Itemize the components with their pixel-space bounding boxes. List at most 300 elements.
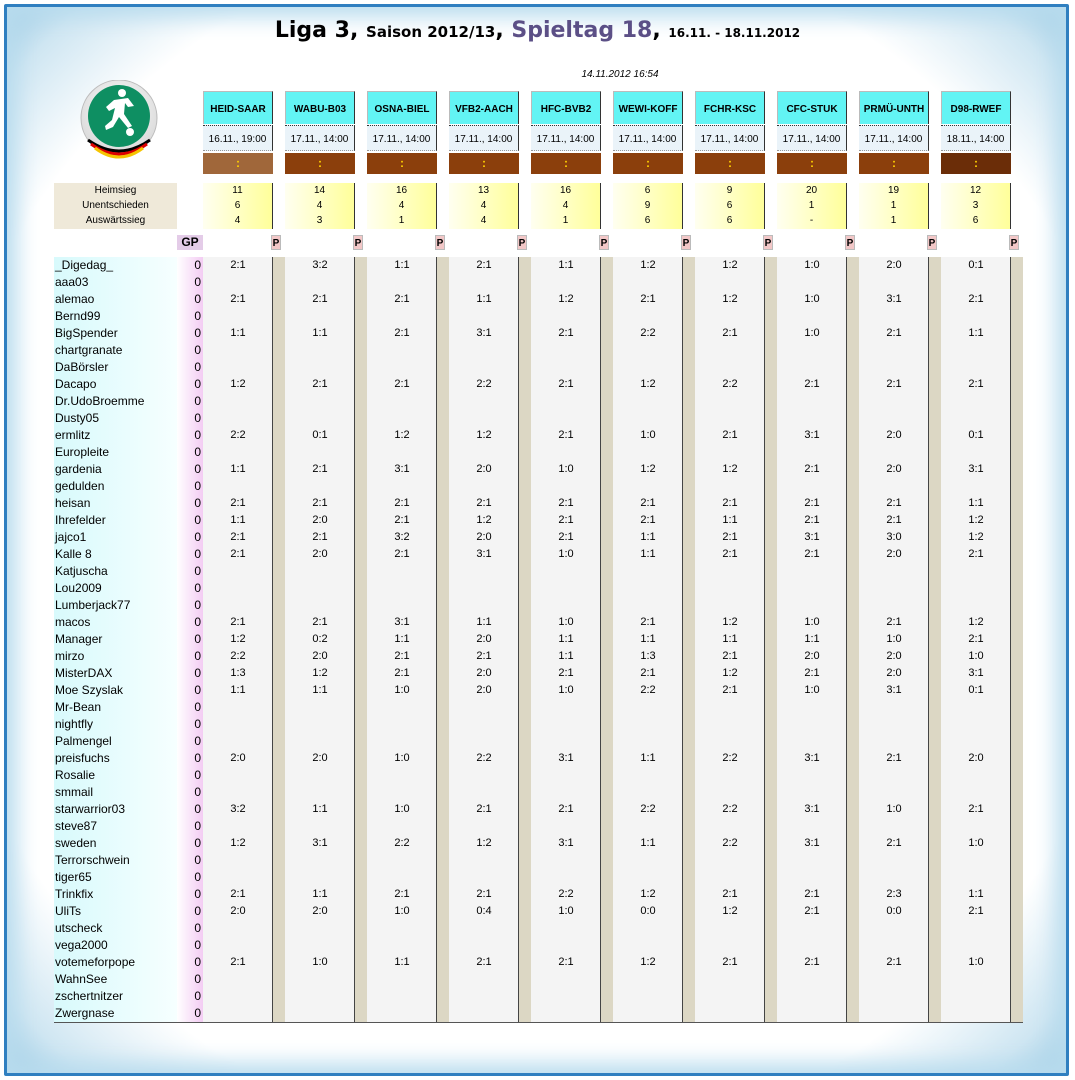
table-row xyxy=(54,767,1023,784)
tip-cell: 2:1 xyxy=(312,378,328,390)
player-name[interactable]: mirzo xyxy=(55,649,85,663)
player-name[interactable]: Dacapo xyxy=(55,377,97,391)
player-name[interactable]: smmail xyxy=(55,785,93,799)
tip-cell: 2:1 xyxy=(722,327,738,339)
tip-cell: 2:1 xyxy=(230,616,246,628)
home-win-count: 19 xyxy=(887,185,900,196)
table-row xyxy=(54,1005,1023,1022)
player-points: 0 xyxy=(194,768,201,782)
player-name[interactable]: Trinkfix xyxy=(55,887,94,901)
points-button[interactable]: P xyxy=(927,235,937,250)
table-row xyxy=(54,733,1023,750)
tip-cell: 1:2 xyxy=(722,293,738,305)
player-name[interactable]: Lumberjack77 xyxy=(55,598,131,612)
table-row xyxy=(54,376,1023,393)
home-win-count: 9 xyxy=(726,185,733,196)
player-points: 0 xyxy=(194,292,201,306)
draw-count: 4 xyxy=(398,200,405,211)
tip-cell: 3:1 xyxy=(804,531,820,543)
tip-cell: 3:1 xyxy=(312,837,328,849)
tip-cell: 2:1 xyxy=(558,514,574,526)
tip-cell: 1:0 xyxy=(558,905,574,917)
player-name[interactable]: Rosalie xyxy=(55,768,96,782)
away-win-count: 3 xyxy=(316,215,323,226)
tip-cell: 2:1 xyxy=(886,378,902,390)
player-name[interactable]: macos xyxy=(55,615,91,629)
tip-cell: 1:1 xyxy=(312,327,328,339)
tip-cell: 2:1 xyxy=(230,956,246,968)
tip-cell: 2:1 xyxy=(230,259,246,271)
player-name[interactable]: _Digedag_ xyxy=(55,258,114,272)
tip-cell: 1:0 xyxy=(558,548,574,560)
tip-cell: 2:1 xyxy=(312,497,328,509)
tip-cell: 2:2 xyxy=(230,650,246,662)
tip-cell: 1:2 xyxy=(394,429,410,441)
match-team-header[interactable]: PRMÜ-UNTH xyxy=(859,91,929,124)
tip-cell: 2:1 xyxy=(476,497,492,509)
table-row xyxy=(54,308,1023,325)
tip-cell: 2:1 xyxy=(394,378,410,390)
player-name[interactable]: heisan xyxy=(55,496,91,510)
tip-cell: 2:1 xyxy=(722,497,738,509)
tip-cell: 1:2 xyxy=(968,514,984,526)
tip-cell: 2:1 xyxy=(722,684,738,696)
tip-cell: 2:1 xyxy=(640,616,656,628)
tip-cell: 2:0 xyxy=(886,429,902,441)
tip-cell: 2:1 xyxy=(558,803,574,815)
match-team-header[interactable]: D98-RWEF xyxy=(941,91,1011,124)
player-name[interactable]: BigSpender xyxy=(55,326,118,340)
player-name[interactable]: nightfly xyxy=(55,717,94,731)
home-win-count: 6 xyxy=(644,185,651,196)
tip-cell: 3:1 xyxy=(886,684,902,696)
match-team-header[interactable]: HEID-SAAR xyxy=(203,91,273,124)
table-row xyxy=(54,903,1023,920)
player-name[interactable]: sweden xyxy=(55,836,97,850)
points-button[interactable]: P xyxy=(517,235,527,250)
player-name[interactable]: Europleite xyxy=(55,445,110,459)
match-result: : xyxy=(859,153,929,174)
player-points: 0 xyxy=(194,530,201,544)
match-date: 17.11., 14:00 xyxy=(285,125,355,151)
tip-cell: 2:1 xyxy=(394,650,410,662)
tip-cell: 1:1 xyxy=(394,956,410,968)
tip-cell: 2:1 xyxy=(968,548,984,560)
table-row xyxy=(54,597,1023,614)
tip-cell: 2:0 xyxy=(312,650,328,662)
table-row xyxy=(54,988,1023,1005)
player-name[interactable]: Dr.UdoBroemme xyxy=(55,394,145,408)
tip-cell: 1:1 xyxy=(476,616,492,628)
tip-cell: 1:2 xyxy=(722,905,738,917)
away-win-count: - xyxy=(809,215,814,226)
tip-cell: 1:0 xyxy=(804,293,820,305)
table-row xyxy=(54,631,1023,648)
table-row xyxy=(54,325,1023,342)
tip-cell: 1:2 xyxy=(476,429,492,441)
player-name[interactable]: Dusty05 xyxy=(55,411,100,425)
player-points: 0 xyxy=(194,343,201,357)
table-row xyxy=(54,529,1023,546)
home-win-count: 12 xyxy=(969,185,982,196)
player-name[interactable]: Bernd99 xyxy=(55,309,101,323)
tip-cell: 1:1 xyxy=(640,837,656,849)
tip-cell: 3:1 xyxy=(394,463,410,475)
player-name[interactable]: alemao xyxy=(55,292,95,306)
away-win-count: 1 xyxy=(562,215,569,226)
table-row xyxy=(54,869,1023,886)
player-name[interactable]: UliTs xyxy=(55,904,81,918)
tip-cell: 1:1 xyxy=(230,327,246,339)
league-logo-icon xyxy=(78,80,160,162)
player-points: 0 xyxy=(194,258,201,272)
draw-count: 6 xyxy=(726,200,733,211)
tip-cell: 1:2 xyxy=(230,633,246,645)
tip-cell: 2:0 xyxy=(968,752,984,764)
tip-cell: 1:1 xyxy=(394,633,410,645)
tip-cell: 2:1 xyxy=(476,650,492,662)
tip-cell: 2:0 xyxy=(312,514,328,526)
away-win-count: 6 xyxy=(644,215,651,226)
player-name[interactable]: steve87 xyxy=(55,819,98,833)
tip-cell: 2:1 xyxy=(558,378,574,390)
table-row xyxy=(54,699,1023,716)
player-points: 0 xyxy=(194,615,201,629)
tip-cell: 2:1 xyxy=(722,888,738,900)
player-name[interactable]: zschertnitzer xyxy=(55,989,124,1003)
table-row xyxy=(54,716,1023,733)
tip-cell: 2:1 xyxy=(640,497,656,509)
match-team-header[interactable]: HFC-BVB2 xyxy=(531,91,601,124)
player-points: 0 xyxy=(194,649,201,663)
match-team-header[interactable]: OSNA-BIEL xyxy=(367,91,437,124)
away-win-count: 4 xyxy=(480,215,487,226)
player-points: 0 xyxy=(194,853,201,867)
tip-cell: 1:3 xyxy=(640,650,656,662)
tip-cell: 2:1 xyxy=(804,667,820,679)
tip-cell: 2:1 xyxy=(394,514,410,526)
tip-cell: 1:1 xyxy=(312,803,328,815)
match-stats xyxy=(941,183,1011,229)
match-result: : xyxy=(531,153,601,174)
match-stats xyxy=(531,183,601,229)
player-points: 0 xyxy=(194,1006,201,1020)
home-win-label: Heimsieg xyxy=(94,185,137,196)
home-win-count: 11 xyxy=(232,185,243,196)
match-stats xyxy=(203,183,273,229)
tip-cell: 2:1 xyxy=(804,378,820,390)
tip-cell: 3:1 xyxy=(476,548,492,560)
player-points: 0 xyxy=(194,785,201,799)
match-result: : xyxy=(367,153,437,174)
match-team-header[interactable]: WABU-B03 xyxy=(285,91,355,124)
player-name[interactable]: votemeforpope xyxy=(55,955,136,969)
tip-cell: 1:0 xyxy=(394,684,410,696)
match-date: 17.11., 14:00 xyxy=(777,125,847,151)
tip-cell: 3:1 xyxy=(804,803,820,815)
away-win-count: 1 xyxy=(398,215,405,226)
tip-cell: 1:1 xyxy=(230,463,246,475)
tip-cell: 1:0 xyxy=(968,956,984,968)
tip-cell: 1:0 xyxy=(312,956,328,968)
match-team-header[interactable]: VFB2-AACH xyxy=(449,91,519,124)
tip-cell: 2:0 xyxy=(312,752,328,764)
player-points: 0 xyxy=(194,819,201,833)
player-name[interactable]: preisfuchs xyxy=(55,751,110,765)
tip-cell: 1:2 xyxy=(968,616,984,628)
tip-cell: 2:2 xyxy=(394,837,410,849)
table-row xyxy=(54,614,1023,631)
tip-cell: 3:1 xyxy=(804,429,820,441)
player-points: 0 xyxy=(194,955,201,969)
tip-cell: 2:3 xyxy=(886,888,902,900)
match-result: : xyxy=(695,153,765,174)
tip-cell: 1:0 xyxy=(804,327,820,339)
tip-cell: 2:2 xyxy=(640,684,656,696)
table-row xyxy=(54,682,1023,699)
tip-cell: 1:0 xyxy=(968,837,984,849)
tip-cell: 1:1 xyxy=(968,497,984,509)
match-result: : xyxy=(285,153,355,174)
tip-cell: 2:1 xyxy=(640,514,656,526)
match-stats xyxy=(367,183,437,229)
player-points: 0 xyxy=(194,717,201,731)
player-points: 0 xyxy=(194,836,201,850)
table-row xyxy=(54,750,1023,767)
tip-cell: 3:1 xyxy=(968,463,984,475)
player-name[interactable]: Zwergnase xyxy=(55,1006,115,1020)
tip-cell: 3:1 xyxy=(886,293,902,305)
tip-cell: 2:2 xyxy=(722,752,738,764)
table-row xyxy=(54,495,1023,512)
player-points: 0 xyxy=(194,802,201,816)
table-row xyxy=(54,461,1023,478)
player-name[interactable]: gedulden xyxy=(55,479,105,493)
tip-cell: 1:0 xyxy=(394,752,410,764)
table-row xyxy=(54,478,1023,495)
player-points: 0 xyxy=(194,734,201,748)
tip-cell: 2:1 xyxy=(640,293,656,305)
table-row xyxy=(54,359,1023,376)
player-name[interactable]: Terrorschwein xyxy=(55,853,130,867)
match-stats xyxy=(695,183,765,229)
player-points: 0 xyxy=(194,666,201,680)
match-date: 17.11., 14:00 xyxy=(367,125,437,151)
match-date: 16.11., 19:00 xyxy=(203,125,273,151)
draw-count: 4 xyxy=(480,200,487,211)
player-name[interactable]: starwarrior03 xyxy=(55,802,126,816)
match-stats xyxy=(613,183,683,229)
tip-cell: 2:0 xyxy=(476,667,492,679)
tip-cell: 2:1 xyxy=(722,650,738,662)
tip-cell: 1:0 xyxy=(640,429,656,441)
match-team-header[interactable]: FCHR-KSC xyxy=(695,91,765,124)
tip-cell: 3:2 xyxy=(312,259,328,271)
draw-count: 9 xyxy=(644,200,651,211)
tip-cell: 2:1 xyxy=(804,463,820,475)
match-team-header[interactable]: CFC-STUK xyxy=(777,91,847,124)
table-row xyxy=(54,665,1023,682)
table-row xyxy=(54,291,1023,308)
tip-cell: 3:1 xyxy=(558,837,574,849)
table-row xyxy=(54,648,1023,665)
player-points: 0 xyxy=(194,547,201,561)
tip-cell: 1:2 xyxy=(476,837,492,849)
draw-count: 3 xyxy=(972,200,979,211)
player-name[interactable]: vega2000 xyxy=(55,938,108,952)
tip-cell: 2:1 xyxy=(722,531,738,543)
player-name[interactable]: WahnSee xyxy=(55,972,108,986)
points-button[interactable]: P xyxy=(845,235,855,250)
tip-cell: 2:0 xyxy=(476,531,492,543)
points-button[interactable]: P xyxy=(763,235,773,250)
tip-cell: 2:1 xyxy=(886,327,902,339)
match-stats xyxy=(777,183,847,229)
player-points: 0 xyxy=(194,445,201,459)
player-points: 0 xyxy=(194,564,201,578)
tip-cell: 1:1 xyxy=(968,888,984,900)
player-name[interactable]: utscheck xyxy=(55,921,103,935)
tip-cell: 2:1 xyxy=(886,837,902,849)
player-name[interactable]: gardenia xyxy=(55,462,102,476)
player-points: 0 xyxy=(194,411,201,425)
tip-cell: 2:0 xyxy=(804,650,820,662)
tip-cell: 2:1 xyxy=(312,616,328,628)
tip-cell: 2:2 xyxy=(558,888,574,900)
tip-cell: 2:1 xyxy=(968,293,984,305)
player-points: 0 xyxy=(194,496,201,510)
tip-cell: 2:1 xyxy=(804,497,820,509)
table-row xyxy=(54,342,1023,359)
player-name[interactable]: Palmengel xyxy=(55,734,112,748)
player-name[interactable]: ermlitz xyxy=(55,428,91,442)
tip-cell: 2:1 xyxy=(804,514,820,526)
tip-cell: 1:1 xyxy=(312,684,328,696)
tip-cell: 1:2 xyxy=(476,514,492,526)
tip-cell: 1:2 xyxy=(640,259,656,271)
points-button[interactable]: P xyxy=(681,235,691,250)
match-result: : xyxy=(941,153,1011,174)
tip-cell: 2:1 xyxy=(394,888,410,900)
tip-cell: 0:0 xyxy=(640,905,656,917)
match-date: 17.11., 14:00 xyxy=(613,125,683,151)
player-name[interactable]: aaa03 xyxy=(55,275,89,289)
player-points: 0 xyxy=(194,428,201,442)
draw-count: 4 xyxy=(316,200,323,211)
match-result: : xyxy=(449,153,519,174)
player-points: 0 xyxy=(194,479,201,493)
home-win-count: 20 xyxy=(805,185,818,196)
player-name[interactable]: Mr-Bean xyxy=(55,700,102,714)
tip-cell: 2:0 xyxy=(312,548,328,560)
match-date: 17.11., 14:00 xyxy=(531,125,601,151)
tip-cell: 1:0 xyxy=(558,684,574,696)
table-row xyxy=(54,835,1023,852)
update-timestamp: 14.11.2012 16:54 xyxy=(581,69,659,80)
stats-labels xyxy=(54,183,177,229)
tip-cell: 1:0 xyxy=(558,616,574,628)
tip-cell: 1:2 xyxy=(230,378,246,390)
league-name: Liga 3 xyxy=(274,18,350,43)
away-win-count: 6 xyxy=(972,215,979,226)
table-row xyxy=(54,274,1023,291)
points-button[interactable]: P xyxy=(353,235,363,250)
match-date: 17.11., 14:00 xyxy=(859,125,929,151)
tip-cell: 1:2 xyxy=(722,259,738,271)
tip-cell: 1:2 xyxy=(312,667,328,679)
player-name[interactable]: tiger65 xyxy=(55,870,92,884)
tip-cell: 2:1 xyxy=(230,293,246,305)
tip-cell: 2:1 xyxy=(476,888,492,900)
player-name[interactable]: MisterDAX xyxy=(55,666,113,680)
player-points: 0 xyxy=(194,275,201,289)
player-name[interactable]: Katjuscha xyxy=(55,564,108,578)
player-name[interactable]: chartgranate xyxy=(55,343,123,357)
tip-cell: 2:0 xyxy=(476,633,492,645)
player-name[interactable]: jajco1 xyxy=(55,530,87,544)
tip-cell: 2:0 xyxy=(886,548,902,560)
player-name[interactable]: Moe Szyslak xyxy=(55,683,124,697)
player-name[interactable]: Ihrefelder xyxy=(55,513,106,527)
tip-cell: 2:1 xyxy=(640,667,656,679)
match-result: : xyxy=(613,153,683,174)
tip-cell: 1:1 xyxy=(558,259,574,271)
tip-cell: 1:1 xyxy=(640,531,656,543)
tip-cell: 1:1 xyxy=(968,327,984,339)
points-button[interactable]: P xyxy=(435,235,445,250)
points-button[interactable]: P xyxy=(1009,235,1019,250)
tip-cell: 2:1 xyxy=(230,497,246,509)
tip-cell: 2:1 xyxy=(394,667,410,679)
tip-cell: 1:2 xyxy=(640,463,656,475)
away-win-label: Auswärtssieg xyxy=(85,215,146,226)
player-points: 0 xyxy=(194,904,201,918)
points-button[interactable]: P xyxy=(271,235,281,250)
player-name[interactable]: Lou2009 xyxy=(55,581,102,595)
player-points: 0 xyxy=(194,462,201,476)
points-button[interactable]: P xyxy=(599,235,609,250)
tip-cell: 1:1 xyxy=(558,650,574,662)
table-row xyxy=(54,784,1023,801)
tip-cell: 2:1 xyxy=(558,429,574,441)
match-date: 17.11., 14:00 xyxy=(449,125,519,151)
tip-cell: 2:2 xyxy=(230,429,246,441)
table-row xyxy=(54,801,1023,818)
player-points: 0 xyxy=(194,870,201,884)
tip-cell: 2:1 xyxy=(722,548,738,560)
tip-cell: 0:1 xyxy=(312,429,328,441)
table-row xyxy=(54,546,1023,563)
tip-cell: 3:1 xyxy=(968,667,984,679)
tip-cell: 2:0 xyxy=(476,463,492,475)
tip-cell: 2:0 xyxy=(476,684,492,696)
tip-cell: 2:1 xyxy=(394,327,410,339)
tip-cell: 1:2 xyxy=(640,956,656,968)
tip-cell: 1:2 xyxy=(640,378,656,390)
player-name[interactable]: DaBörsler xyxy=(55,360,109,374)
table-row xyxy=(54,971,1023,988)
tip-cell: 3:1 xyxy=(558,752,574,764)
tips-table xyxy=(54,257,1023,1023)
tip-cell: 2:1 xyxy=(804,905,820,917)
player-name[interactable]: Manager xyxy=(55,632,103,646)
table-row xyxy=(54,563,1023,580)
player-name[interactable]: Kalle 8 xyxy=(55,547,92,561)
tip-cell: 2:2 xyxy=(640,327,656,339)
table-row xyxy=(54,920,1023,937)
tip-cell: 2:0 xyxy=(886,259,902,271)
match-team-header[interactable]: WEWI-KOFF xyxy=(613,91,683,124)
